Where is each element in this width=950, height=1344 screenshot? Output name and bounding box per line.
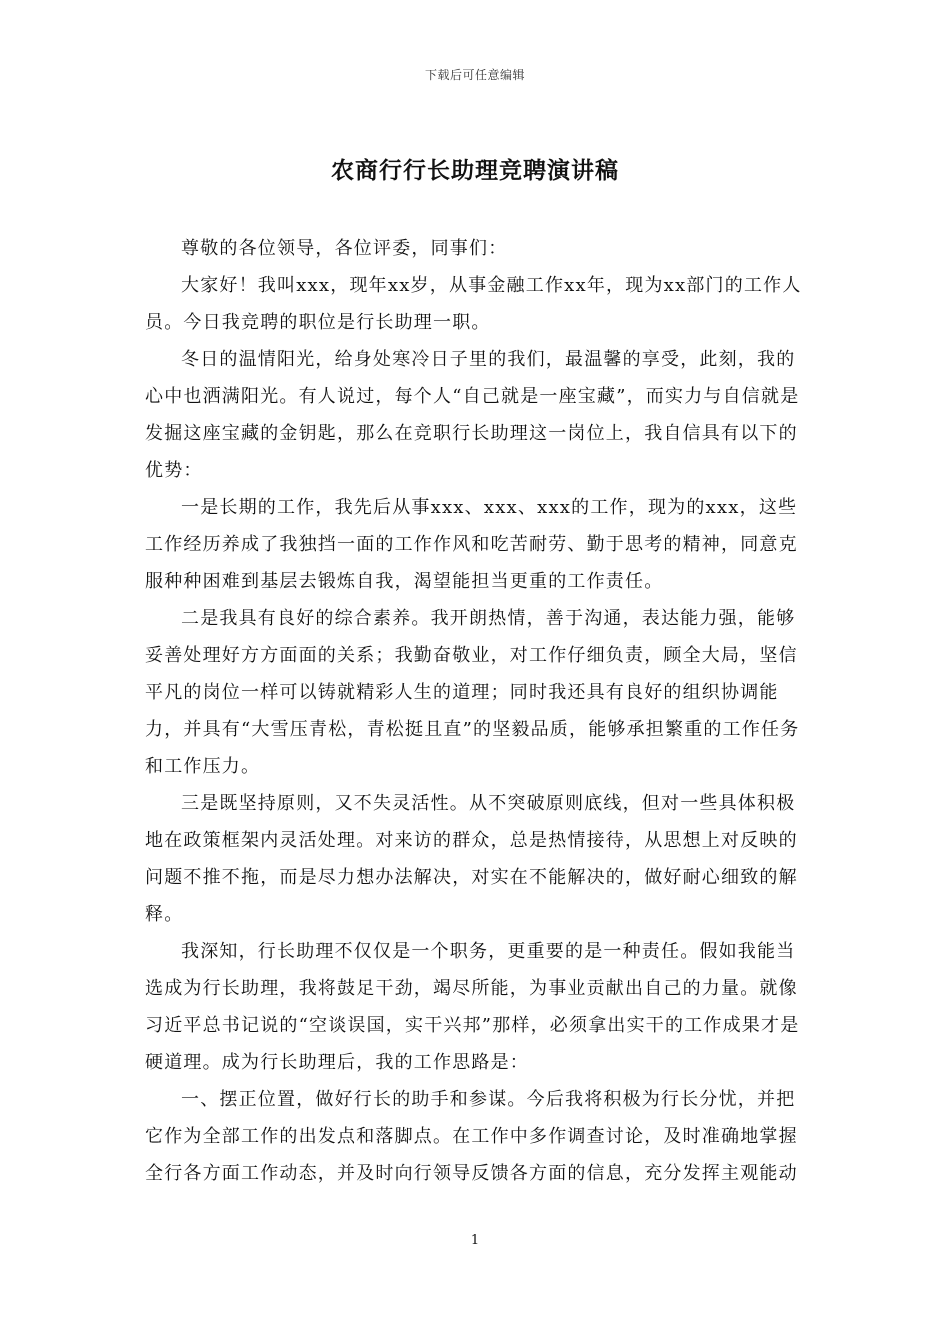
header-note: 下载后可任意编辑	[424, 68, 525, 82]
document-title: 农商行行长助理竞聘演讲稿	[331, 157, 619, 184]
paragraph-plan-1: 一、摆正位置，做好行长的助手和参谋。今后我将积极为行长分忧，并把它作为全部工作的出发点和落脚点。在工作中多作调查讨论，及时准确地掌握全行各方面工作动态，并及时向行领导反馈各方面的信息，充分发挥主观能动	[145, 1089, 798, 1184]
document-body	[145, 230, 809, 1192]
paragraph-sunshine: 冬日的温情阳光，给身处寒冷日子里的我们，最温馨的享受，此刻，我的心中也洒满阳光。有人说过，每个人“自己就是一座宝藏”，而实力与自信就是发掘这座宝藏的金钥匙，那么在竞职行长助理这一岗位上，我自信具有以下的优势：	[145, 349, 800, 481]
paragraph-advantage-3: 三是既坚持原则，又不失灵活性。从不突破原则底线，但对一些具体积极地在政策框架内灵活处理。对来访的群众，总是热情接待，从思想上对反映的问题不推不拖，而是尽力想办法解决，对实在不能解决的，做好耐心细致的解释。	[145, 793, 798, 925]
paragraph-intro: 大家好！我叫xxx，现年xx岁，从事金融工作xx年，现为xx部门的工作人员。今日我竞聘的职位是行长助理一职。	[145, 275, 802, 333]
paragraph-advantage-2: 二是我具有良好的综合素养。我开朗热情，善于沟通，表达能力强，能够妥善处理好方方面面的关系；我勤奋敬业，对工作仔细负责，顾全大局，坚信平凡的岗位一样可以铸就精彩人生的道理；同时我还具有良好的组织协调能力，并具有“大雪压青松，青松挺且直”的坚毅品质，能够承担繁重的工作任务和工作压力。	[145, 608, 800, 777]
paragraph-salutation: 尊敬的各位领导，各位评委，同事们：	[181, 238, 508, 259]
paragraph-advantage-1: 一是长期的工作，我先后从事xxx、xxx、xxx的工作，现为的xxx，这些工作经历养成了我独挡一面的工作作风和吃苦耐劳、勤于思考的精神，同意克服种种困难到基层去锻炼自我，渴望能担当更重的工作责任。	[145, 497, 798, 592]
page-number: 1	[470, 1233, 480, 1248]
paragraph-responsibility: 我深知，行长助理不仅仅是一个职务，更重要的是一种责任。假如我能当选成为行长助理，我将鼓足干劲，竭尽所能，为事业贡献出自己的力量。就像习近平总书记说的“空谈误国，实干兴邦”那样，必须拿出实干的工作成果才是硬道理。成为行长助理后，我的工作思路是：	[145, 941, 800, 1073]
